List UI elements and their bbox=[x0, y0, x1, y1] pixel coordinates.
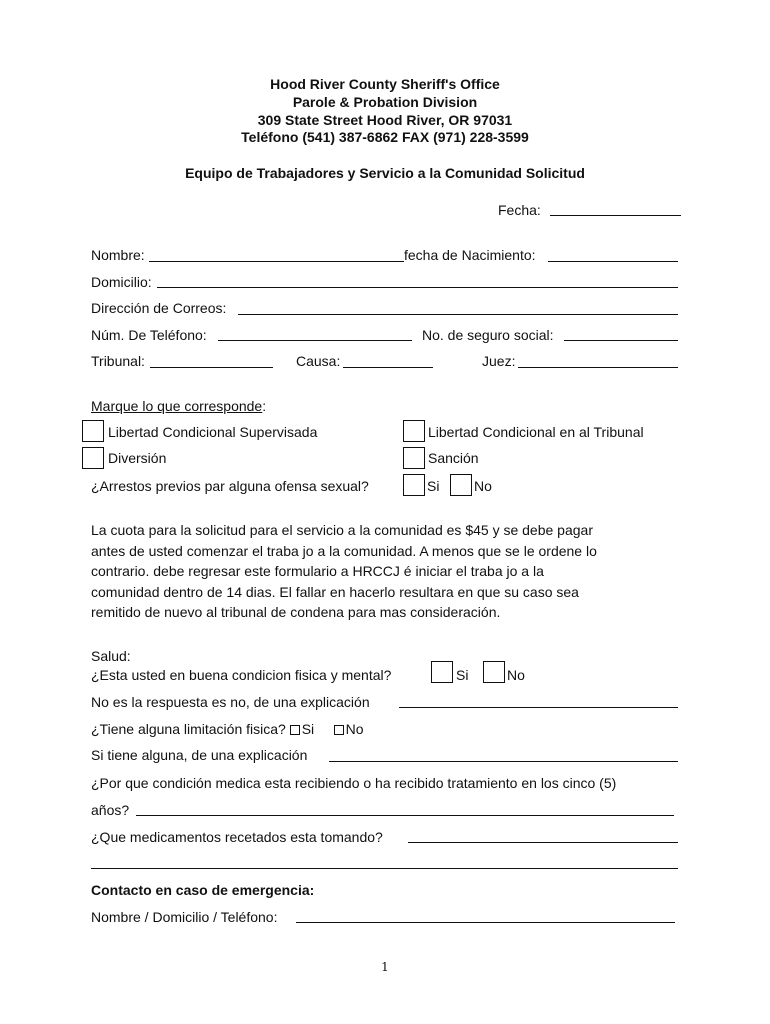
fee-line: antes de usted comenzar el traba jo a la comunidad. A menos que se le ordene lo bbox=[91, 542, 597, 559]
tribunal-field[interactable] bbox=[150, 367, 273, 368]
arrestos-no-label: No bbox=[474, 478, 492, 494]
supervisada-checkbox[interactable] bbox=[82, 420, 104, 442]
limitacion-si-checkbox[interactable] bbox=[290, 725, 300, 735]
check-heading: Marque lo que corresponde: bbox=[91, 398, 267, 414]
condicion-si-label: Si bbox=[456, 667, 469, 683]
sancion-checkbox[interactable] bbox=[403, 447, 425, 469]
arrestos-question: ¿Arrestos previos par alguna ofensa sexual? bbox=[91, 478, 369, 494]
explain-no-label: No es la respuesta es no, de una explicación bbox=[91, 694, 370, 710]
arrestos-si-label: Si bbox=[427, 478, 440, 494]
emergency-heading: Contacto en caso de emergencia: bbox=[91, 882, 315, 898]
medicamentos-question: ¿Que medicamentos recetados esta tomando? bbox=[91, 829, 383, 845]
division-name: Parole & Probation Division bbox=[292, 94, 478, 110]
correos-label: Dirección de Correos: bbox=[91, 300, 227, 316]
condicion-question: ¿Esta usted en buena condicion fisica y mental? bbox=[91, 667, 392, 683]
office-address: 309 State Street Hood River, OR 97031 bbox=[257, 112, 513, 128]
tribunal-checkbox[interactable] bbox=[403, 420, 425, 442]
fee-line: remitido de nuevo al tribunal de condena para mas consideración. bbox=[91, 604, 501, 620]
domicilio-field[interactable] bbox=[157, 287, 678, 288]
fee-line: La cuota para la solicitud para el servicio a la comunidad es $45 y se debe pagar bbox=[91, 522, 593, 538]
tribunal-label: Tribunal: bbox=[91, 353, 145, 369]
medicamentos-field[interactable] bbox=[408, 842, 678, 843]
nacimiento-label: fecha de Nacimiento: bbox=[404, 247, 536, 263]
supervisada-label: Libertad Condicional Supervisada bbox=[108, 424, 318, 440]
form-title: Equipo de Trabajadores y Servicio a la Comunidad Solicitud bbox=[185, 165, 585, 181]
nombre-label: Nombre: bbox=[91, 247, 145, 263]
condicion-no-checkbox[interactable] bbox=[483, 661, 505, 683]
telefono-field[interactable] bbox=[218, 340, 412, 341]
emergency-label: Nombre / Domicilio / Teléfono: bbox=[91, 909, 278, 925]
correos-field[interactable] bbox=[238, 314, 678, 315]
domicilio-label: Domicilio: bbox=[91, 274, 152, 290]
condicion-si-checkbox[interactable] bbox=[431, 661, 453, 683]
fee-paragraph bbox=[91, 520, 681, 623]
tribunal-option-label: Libertad Condicional en al Tribunal bbox=[428, 424, 644, 440]
seguro-label: No. de seguro social: bbox=[422, 327, 554, 343]
limitacion-question: ¿Tiene alguna limitación fisica? Si No bbox=[91, 721, 364, 737]
explain-no-field[interactable] bbox=[399, 707, 678, 708]
emergency-field[interactable] bbox=[296, 922, 675, 923]
page-number: 1 bbox=[381, 960, 389, 974]
arrestos-si-checkbox[interactable] bbox=[403, 474, 425, 496]
explain-lim-field[interactable] bbox=[329, 761, 678, 762]
causa-label: Causa: bbox=[296, 353, 341, 369]
office-name: Hood River County Sheriff's Office bbox=[270, 76, 500, 92]
tratamiento-field[interactable] bbox=[136, 815, 674, 816]
seguro-field[interactable] bbox=[564, 340, 678, 341]
explain-lim-label: Si tiene alguna, de una explicación bbox=[91, 747, 308, 763]
salud-heading: Salud: bbox=[91, 648, 131, 664]
causa-field[interactable] bbox=[343, 367, 433, 368]
fecha-label: Fecha: bbox=[498, 202, 541, 218]
limitacion-no-checkbox[interactable] bbox=[334, 725, 344, 735]
anos-label: años? bbox=[91, 802, 130, 818]
office-phone: Teléfono (541) 387-6862 FAX (971) 228-3599 bbox=[241, 129, 529, 145]
diversion-checkbox[interactable] bbox=[82, 447, 104, 469]
sancion-label: Sanción bbox=[428, 450, 479, 466]
medicamentos-field-extra[interactable] bbox=[91, 868, 678, 869]
tratamiento-question: ¿Por que condición medica esta recibiendo o ha recibido tratamiento en los cinco (5) bbox=[91, 775, 617, 791]
juez-label: Juez: bbox=[482, 353, 516, 369]
telefono-label: Núm. De Teléfono: bbox=[91, 327, 207, 343]
arrestos-no-checkbox[interactable] bbox=[450, 474, 472, 496]
nacimiento-field[interactable] bbox=[548, 261, 678, 262]
nombre-field[interactable] bbox=[149, 261, 404, 262]
condicion-no-label: No bbox=[507, 667, 525, 683]
juez-field[interactable] bbox=[518, 367, 678, 368]
fecha-field[interactable] bbox=[550, 215, 681, 216]
fee-line: comunidad dentro de 14 dias. El fallar en hacerlo resultara en que su caso sea bbox=[91, 583, 579, 600]
fee-line: contrario. debe regresar este formulario a HRCCJ é iniciar el traba jo a la bbox=[91, 563, 544, 579]
diversion-label: Diversión bbox=[108, 450, 167, 466]
